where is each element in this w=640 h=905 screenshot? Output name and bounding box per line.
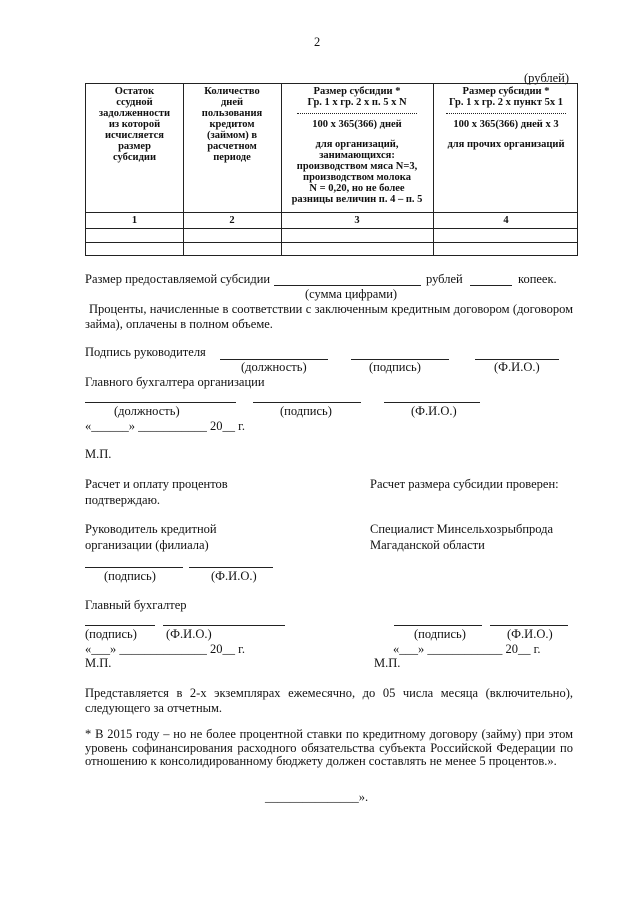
- bank-head-line-1: Руководитель кредитной: [85, 522, 217, 536]
- bank-chief-signature-caption: (подпись): [85, 627, 137, 641]
- page-number: 2: [314, 35, 321, 49]
- head-position-caption: (должность): [241, 360, 307, 374]
- bank-chief-label: Главный бухгалтер: [85, 598, 187, 612]
- accountant-position-caption: (должность): [114, 404, 180, 418]
- submission-paragraph: Представляется в 2-х экземплярах ежемесячно, до 05 числа месяца (включительно), следующего за отчетным.: [85, 686, 573, 715]
- bank-head-signature-caption: (подпись): [104, 569, 156, 583]
- accountant-signature-caption: (подпись): [280, 404, 332, 418]
- confirm-line-2: подтверждаю.: [85, 493, 161, 507]
- interest-paragraph: Проценты, начисленные в соответствии с заключенным кредитным договором (договором займа), оплачены в полном объеме.: [85, 302, 573, 331]
- col3-header: Размер субсидии * Гр. 1 х гр. 2 х п. 5 х N 100 х 365(366) дней для организаций, занимающихся: производством мяса N=3, производством молока N = 0,20, но не более разницы величин п. 4 – п. 5: [291, 86, 423, 205]
- subsidy-rubles: рублей: [426, 272, 463, 286]
- bank-head-line-2: организации (филиала): [85, 538, 209, 552]
- bank-stamp: М.П.: [85, 656, 112, 670]
- col2-header: Количество дней пользования кредитом (займом) в расчетном периоде: [201, 86, 263, 163]
- chief-accountant-org-label: Главного бухгалтера организации: [85, 375, 265, 389]
- bank-date-line: «___» ______________ 20__ г.: [85, 642, 245, 656]
- col-number-3: 3: [354, 215, 360, 226]
- footnote: * В 2015 году – но не более процентной ставки по кредитному договору (займу) при этом уровень софинансирования расходного обязательства субъекта Российской Федерации по отношению к консолидированному бюджету должен составлять не менее 5 процентов.».: [85, 727, 573, 768]
- subsidy-caption: (сумма цифрами): [305, 287, 398, 301]
- accountant-fio-caption: (Ф.И.О.): [411, 404, 457, 418]
- col1-header: Остаток ссудной задолженности из которой исчисляется размер субсидии: [98, 86, 171, 163]
- col-number-4: 4: [503, 215, 509, 226]
- specialist-signature-caption: (подпись): [414, 627, 466, 641]
- closing-mark: _______________».: [265, 790, 369, 804]
- specialist-fio-caption: (Ф.И.О.): [507, 627, 553, 641]
- bank-head-fio-caption: (Ф.И.О.): [211, 569, 257, 583]
- confirm-line-1: Расчет и оплату процентов: [85, 477, 228, 491]
- specialist-line-1: Специалист Минсельхозрыбпрода: [370, 522, 554, 536]
- col4-header: Размер субсидии * Гр. 1 х гр. 2 х пункт 5х 1 100 х 365(366) дней х 3 для прочих организаций: [447, 86, 565, 150]
- org-date-line: «______» ___________ 20__ г.: [85, 419, 245, 433]
- bank-chief-fio-caption: (Ф.И.О.): [166, 627, 212, 641]
- col-number-1: 1: [131, 215, 138, 226]
- head-signature-label: Подпись руководителя: [85, 345, 206, 359]
- org-stamp: М.П.: [85, 447, 112, 461]
- col-number-2: 2: [229, 215, 235, 226]
- subsidy-table: [85, 83, 578, 256]
- specialist-line-2: Магаданской области: [370, 538, 485, 552]
- currency-note: (рублей): [524, 71, 570, 85]
- ministry-stamp: М.П.: [374, 656, 401, 670]
- subsidy-label: Размер предоставляемой субсидии: [85, 272, 271, 286]
- ministry-date-line: «___» ____________ 20__ г.: [393, 642, 541, 656]
- subsidy-kopecks: копеек.: [518, 272, 557, 286]
- head-fio-caption: (Ф.И.О.): [494, 360, 540, 374]
- checked-label: Расчет размера субсидии проверен:: [370, 477, 559, 491]
- head-signature-caption: (подпись): [369, 360, 421, 374]
